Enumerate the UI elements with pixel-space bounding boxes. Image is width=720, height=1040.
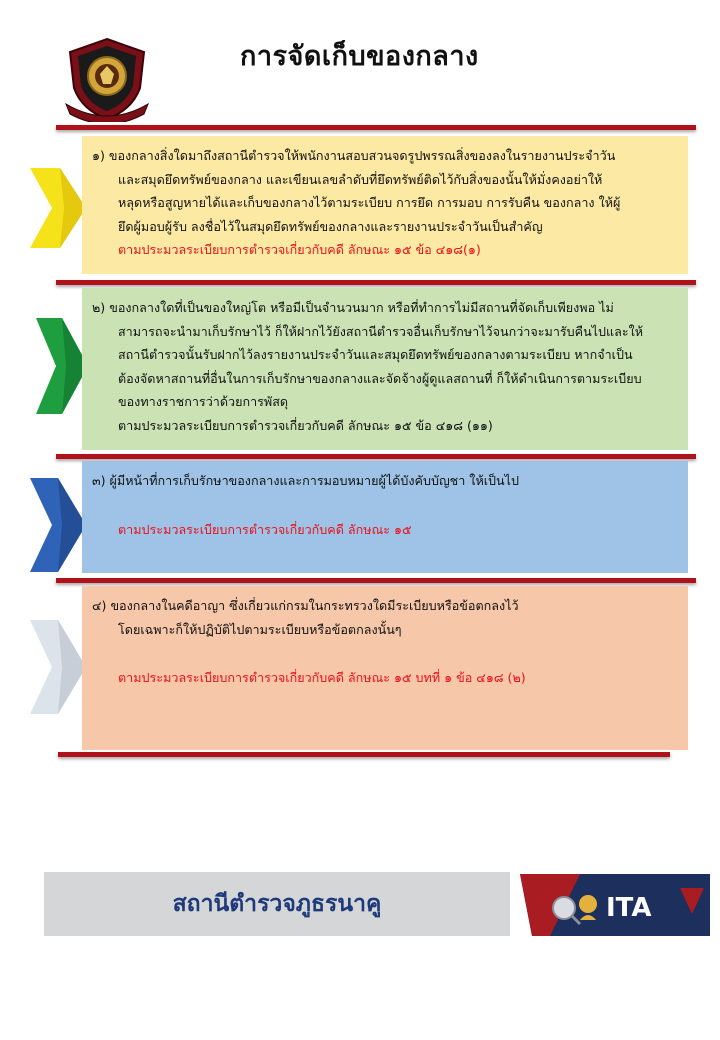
section-text-line: และสมุดยึดทรัพย์ของกลาง และเขียนเลขลำดับที่ยึดทรัพย์ติดไว้กับสิ่งของนั้นให้มั่งคงอย่าให้	[118, 171, 603, 187]
station-name: สถานีตำรวจภูธรนาคู	[172, 891, 382, 917]
section-reference: ตามประมวลระเบียบการตำรวจเกี่ยวกับคดี ลักษณะ ๑๕ ข้อ ๔๑๘(๑)	[118, 242, 481, 257]
section-2-box	[82, 288, 688, 450]
grey-chevron-icon	[30, 620, 86, 714]
blue-chevron-icon	[30, 478, 86, 572]
divider-bar	[56, 280, 696, 285]
divider-bar	[58, 752, 670, 757]
section-text-line: หลุดหรือสูญหายได้และเก็บของกลางไว้ตามระเบียบ การยึด การมอบ การรับคืน ของกลาง ให้ผู้	[118, 195, 621, 210]
section-reference: ตามประมวลระเบียบการตำรวจเกี่ยวกับคดี ลักษณะ ๑๕ บทที่ ๑ ข้อ ๔๑๘ (๒)	[118, 670, 526, 685]
ita-logo-text: ITA	[606, 893, 652, 923]
footer-station-banner	[44, 872, 510, 936]
section-text-line: ๓) ผู้มีหน้าที่การเก็บรักษาของกลางและการมอบหมายผู้ได้บังคับบัญชา ให้เป็นไป	[92, 473, 519, 488]
section-text-line: ๔) ของกลางในคดีอาญา ซึ่งเกี่ยวแก่กรมในกระทรวงใดมีระเบียบหรือข้อตกลงไว้	[92, 598, 519, 613]
section-text-line: ต้องจัดหาสถานที่อื่นในการเก็บรักษาของกลางและจัดจ้างผู้ดูแลสถานที่ ก็ให้ดำเนินการตามระเบียบ	[118, 370, 642, 386]
section-4-box	[82, 586, 688, 750]
ita-logo	[520, 874, 710, 936]
green-chevron-icon	[36, 318, 88, 414]
section-1-box	[82, 136, 688, 274]
section-reference: ตามประมวลระเบียบการตำรวจเกี่ยวกับคดี ลักษณะ ๑๕ ข้อ ๔๑๘ (๑๑)	[118, 417, 493, 433]
section-text-line: ของทางราชการว่าด้วยการพัสดุ	[118, 394, 289, 409]
section-text-line: สามารถจะนำมาเก็บรักษาไว้ ก็ให้ฝากไว้ยังสถานีตำรวจอื่นเก็บรักษาไว้จนกว่าจะมารับคืนไปและให้	[118, 323, 644, 339]
section-text-line: ๑) ของกลางสิ่งใดมาถึงสถานีตำรวจให้พนักงานสอบสวนจดรูปพรรณสิ่งของลงในรายงานประจำวัน	[92, 148, 616, 163]
police-emblem-logo	[62, 36, 152, 122]
section-text-line: สถานีตำรวจนั้นรับฝากไว้ลงรายงานประจำวันและสมุดยึดทรัพย์ของกลางตามระเบียบ หากจำเป็น	[118, 347, 633, 362]
divider-bar	[56, 454, 696, 459]
section-text-line: ๒) ของกลางใดที่เป็นของใหญ่โต หรือมีเป็นจำนวนมาก หรือที่ทำการไม่มีสถานที่จัดเก็บเพียงพอ ไม่	[92, 300, 614, 315]
divider-bar	[56, 578, 696, 583]
section-text-line: โดยเฉพาะก็ให้ปฏิบัติไปตามระเบียบหรือข้อตกลงนั้นๆ	[118, 621, 402, 637]
section-text-line: ยึดผู้มอบผู้รับ ลงชื่อไว้ในสมุดยึดทรัพย์ของกลางและรายงานประจำวันเป็นสำคัญ	[118, 218, 543, 234]
divider-bar	[56, 125, 696, 130]
section-3-box	[82, 461, 688, 573]
page-title: การจัดเก็บของกลาง	[240, 41, 479, 72]
yellow-chevron-icon	[30, 168, 86, 248]
section-reference: ตามประมวลระเบียบการตำรวจเกี่ยวกับคดี ลักษณะ ๑๕	[118, 521, 412, 537]
